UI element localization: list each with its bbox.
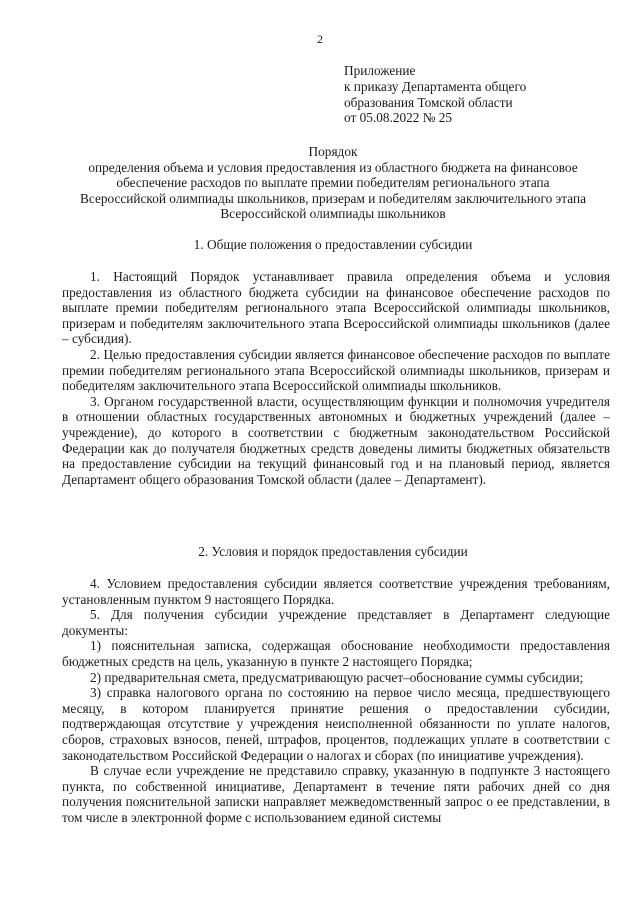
paragraph-1: 1. Настоящий Порядок устанавливает правила определения объема и условия предоставления из областного бюджета субсидии на финансовое обеспечение расходов по выплате премии победителям регионального этапа Всероссийской олимпиады школьников, призерам и победителям заключительного этапа Всероссийской олимпиады школьников (далее – субсидия). [62, 269, 610, 347]
title-line: Порядок [308, 144, 358, 159]
title-line: определения объема и условия предоставления из областного бюджета на финансовое [88, 159, 578, 175]
appendix-line: от 05.08.2022 № 25 [344, 110, 453, 126]
title-line: обеспечение расходов по выплате премии победителям регионального этапа [116, 175, 550, 191]
list-item-3: 3) справка налогового органа по состоянию на первое число месяца, предшествующего месяцу, в котором планируется принятие решения о предоставлении субсидии, подтверждающая отсутствие у учреждения неисполненной обязанности по уплате налогов, сборов, страховых взносов, пеней, штрафов, процентов, подлежащих уплате в соответствии с законодательством Российской Федерации о налогах и сборах (по инициативе учреждения). [62, 685, 610, 763]
paragraph-2: 2. Целью предоставления субсидии является финансовое обеспечение расходов по выплате премии победителям регионального этапа Всероссийской олимпиады школьников, призерам и победителям заключительного этапа Всероссийской олимпиады школьников. [62, 346, 610, 394]
paragraph-case: В случае если учреждение не представило справку, указанную в подпункте 3 настоящего пункта, по собственной инициативе, Департамент в течение пяти рабочих дней со дня получения пояснительной записки направляет межведомственный запрос о ее представлении, в том числе в электронной форме с использованием единой системы [62, 763, 610, 825]
section-1-heading: 1. Общие положения о предоставлении субсидии [193, 237, 473, 252]
title-line: Всероссийской олимпиады школьников [220, 206, 446, 222]
list-item-2: 2) предварительная смета, предусматривающую расчет–обоснование суммы субсидии; [90, 669, 584, 685]
list-item-1: 1) пояснительная записка, содержащая обоснование необходимости предоставления бюджетных средств на цель, указанную в пункте 2 настоящего Порядка; [62, 638, 610, 669]
appendix-line: к приказу Департамента общего [344, 78, 527, 94]
appendix-line: Приложение [344, 63, 416, 78]
title-line: Всероссийской олимпиады школьников, призерам и победителям заключительного этапа [80, 190, 586, 206]
section-2-heading: 2. Условия и порядок предоставления субсидии [198, 544, 468, 559]
section-2-body [62, 576, 610, 826]
appendix-block [344, 63, 634, 126]
page-number: 2 [317, 32, 323, 46]
appendix-line: образования Томской области [344, 94, 513, 110]
paragraph-5: 5. Для получения субсидии учреждение представляет в Департамент следующие документы: [62, 607, 610, 638]
document-title [40, 144, 626, 222]
paragraph-4: 4. Условием предоставления субсидии является соответствие учреждения требованиям, установленным пунктом 9 настоящего Порядка. [62, 576, 610, 607]
section-1-body [62, 269, 610, 487]
paragraph-3: 3. Органом государственной власти, осуществляющим функции и полномочия учредителя в отношении областных государственных автономных и бюджетных учреждений (далее – учреждение), до которого в соответствии с бюджетным законодательством Российской Федерации как до получателя бюджетных средств доведены лимиты бюджетных обязательств на предоставление субсидии на текущий финансовый год и на плановый период, является Департамент общего образования Томской области (далее – Департамент). [62, 393, 610, 487]
